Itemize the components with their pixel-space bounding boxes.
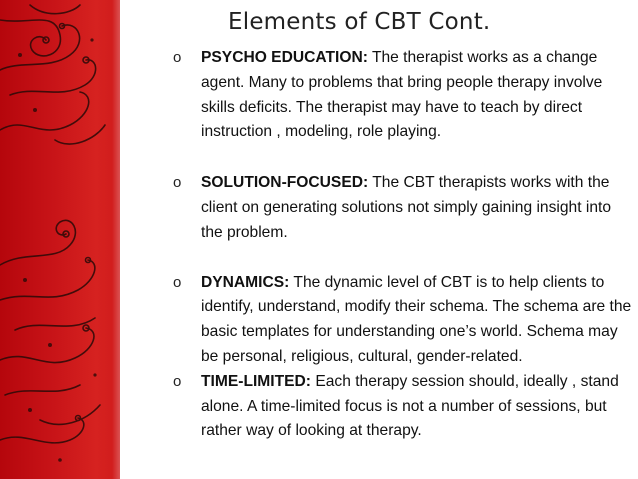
item-text: The CBT therapists works with the client on generating solutions not simply gaining insight into the problem.: [201, 174, 612, 241]
bullet-marker: o: [173, 49, 182, 66]
item-text: The therapist works as a change agent. Many to problems that bring people therapy involve skills deficits. The therapist may have to teach by direct instruction , modeling, role playing.: [201, 49, 603, 141]
slide-title: Elements of CBT Cont.: [228, 9, 491, 35]
list-item: [173, 46, 633, 145]
bullet-marker: o: [173, 273, 182, 291]
item-text: The dynamic level of CBT is to help clients to identify, understand, modify their schema. The schema are the basic templates for understanding one’s world. Schema may be personal, religious, cultural, gender-related.: [201, 273, 632, 365]
item-label: PSYCHO EDUCATION:: [201, 49, 368, 66]
floral-swirl-ornament: [0, 0, 125, 479]
bullet-list: [173, 46, 633, 444]
item-label: DYNAMICS:: [201, 273, 290, 291]
bullet-marker: o: [173, 174, 182, 192]
list-item: [173, 370, 633, 444]
list-item: [173, 171, 633, 245]
bullet-marker: o: [173, 372, 182, 390]
item-text: Each therapy session should, ideally , stand alone. A time-limited focus is not a number of sessions, but rather way of looking at therapy.: [201, 372, 619, 440]
list-item: [173, 271, 633, 370]
sidebar-fade: [112, 0, 152, 479]
item-label: SOLUTION-FOCUSED:: [201, 174, 369, 192]
item-label: TIME-LIMITED:: [201, 372, 312, 390]
